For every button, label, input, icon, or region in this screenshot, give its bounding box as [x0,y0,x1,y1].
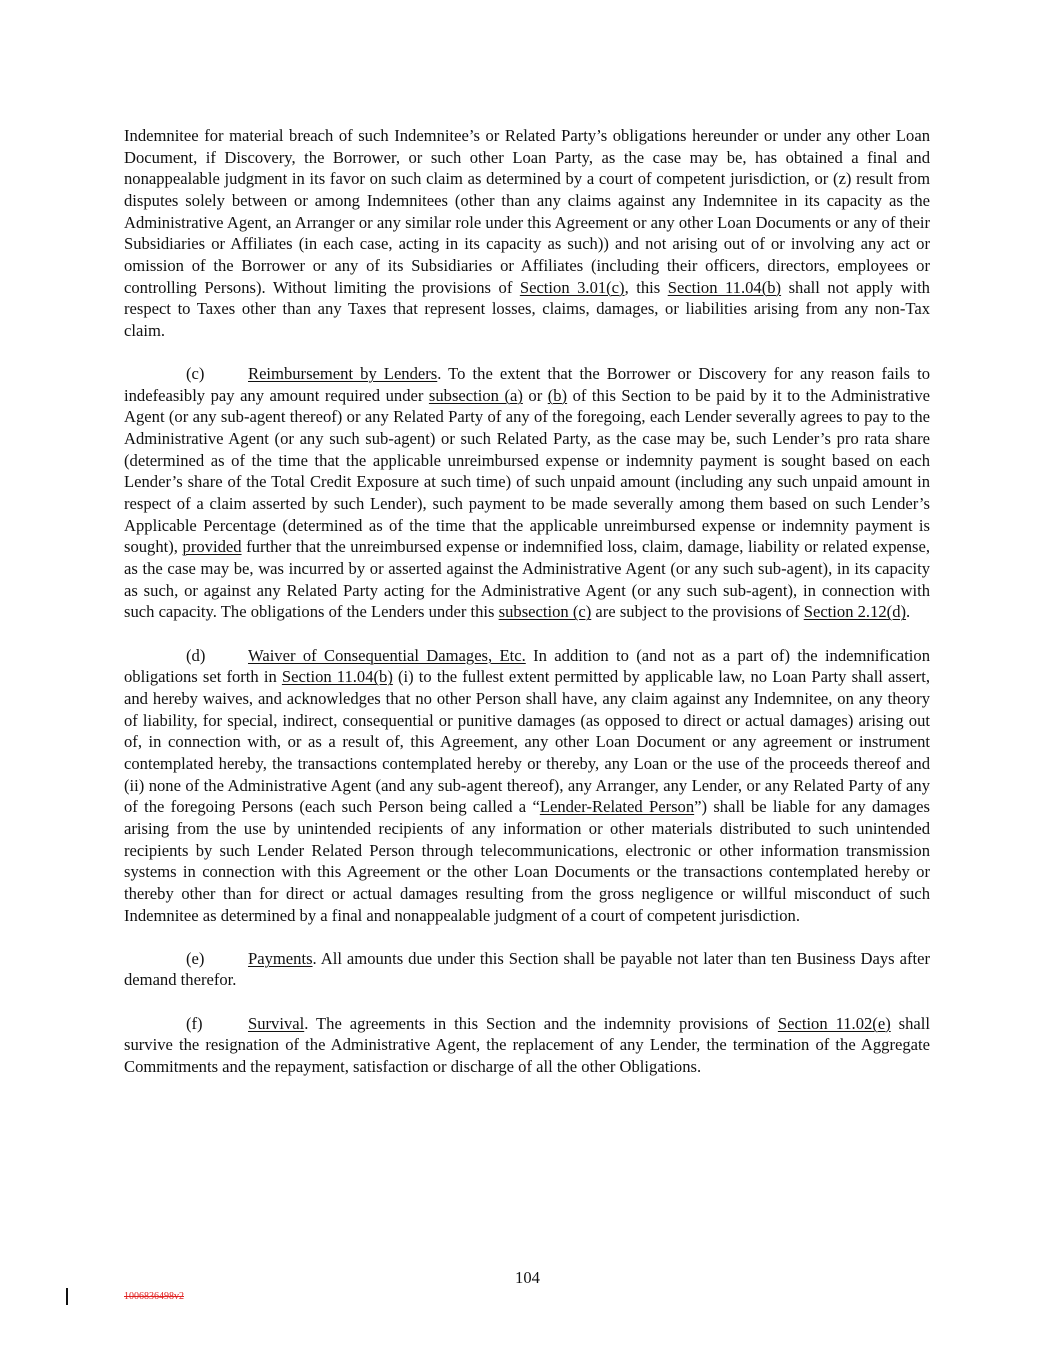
text-run: further that the unreimbursed expense or indemnified loss, claim, damage, liability or related expense, as the case may be, was incurred by or asserted against the Administrative Agent (or any such sub-agent), in its capacity as such, or against any Related Party acting for the Administrative Agent (or any such sub-agent), in connection with such capacity. The obligations of the Lenders under this [124,537,931,622]
text-run: . To the extent that the Borrower or Discovery for any reason fails to indefeasibly pay any amount required under [124,364,930,405]
text-run: ”) shall be liable for any damages arising from the use by unintended recipients of any information or other materials distributed to such unintended recipients by such Lender Related Person through telecommunications, electronic or other information transmission systems in connection with this Agreement or the other Loan Documents or the transactions contemplated hereby or thereby other than for direct or actual damages resulting from the gross negligence or willful misconduct of such Indemnitee as determined by a final and nonappealable judgment of a court of competent jurisdiction. [124,797,930,925]
cross-reference: Reimbursement by Lenders [248,364,438,384]
text-run: . The agreements in this Section and the indemnity provisions of [304,1013,778,1033]
document-body [124,125,930,1099]
cross-reference: subsection (c) [498,602,592,622]
text-run: In addition to (and not as a part of) the indemnification obligations set forth in [124,645,931,687]
text-run: or [522,385,548,405]
paragraph-b-continuation [124,125,930,342]
paragraph-d [124,645,930,927]
paragraph-label-e: (e) [186,948,205,968]
cross-reference: Lender-Related Person [539,797,695,817]
text-run: . All amounts due under this Section shall be payable not later than ten Business Days after demand therefor. [124,948,930,990]
paragraph-f [124,1013,930,1078]
cross-reference: Section 11.02(e) [777,1013,891,1033]
paragraph-label-c: (c) [186,364,205,384]
page-number: 104 [515,1268,540,1287]
paragraph-d-text [124,646,930,925]
revision-bar [66,1288,68,1305]
text-run: , this [624,277,668,297]
text-run: of this Section to be paid by it to the Administrative Agent (or any sub-agent thereof) or any Related Party of any of the foregoing, each Lender severally agrees to pay to the Administrative Agent (or any such sub-agent) or such Related Party, as the case may be, such Lender’s pro rata share (determined as of the time that the applicable unreimbursed expense or indemnity payment is sought based on each Lender’s share of the Total Credit Exposure at such time) of such unpaid amount (including any such unpaid amount in respect of a claim asserted by such Lender), such payment to be made severally among them based on such Lender’s Applicable Percentage (determined as of the time that the applicable unreimbursed expense or indemnity payment is sought), [124,385,931,557]
paragraph-c-text [124,364,930,621]
text-run: (i) to the fullest extent permitted by applicable law, no Loan Party shall assert, and hereby waives, and acknowledges that no other Person shall have, any claim against any Indemnitee, on any theory of liability, for special, indirect, consequential or punitive damages (as opposed to direct or actual damages) arising out of, in connection with, or as a result of, this Agreement, any other Loan Document or any agreement or instrument contemplated hereby, the transactions contemplated hereby or thereby, any Loan or the use of the proceeds thereof and (ii) none of the Administrative Agent (and any sub-agent thereof), any Arranger, any Lender, or any Related Party of any of the foregoing Persons (each such Person being called a “ [124,667,930,817]
cross-reference: Survival [248,1013,305,1033]
text-run: Indemnitee for material breach of such Indemnitee’s or Related Party’s obligations hereunder or under any other Loan Document, if Discovery, the Borrower, or such other Loan Party, as the case may be, has obtained a final and nonappealable judgment in its favor on such claim as determined by a court of competent jurisdiction, or (z) result from disputes solely between or among Indemnitees (other than any claims against any Indemnitee in its capacity as the Administrative Agent, an Arranger or any similar role under this Agreement or any other Loan Documents or any of their Subsidiaries or Affiliates (in each case, acting in its capacity as such)) and not arising out of or involving any act or omission of the Borrower or any of its Subsidiaries or Affiliates (including their officers, directors, employees or controlling Persons). Without limiting the provisions of [124,126,930,297]
text-run: shall survive the resignation of the Administrative Agent, the replacement of any Lender, the termination of the Aggregate Commitments and the repayment, satisfaction or discharge of all the other Obligations. [124,1013,931,1076]
paragraph-c [124,363,930,623]
paragraph-e [124,948,930,991]
paragraph-label-d: (d) [186,645,206,665]
cross-reference: Section 2.12(d) [803,602,907,622]
cross-reference: Section 3.01(c) [519,277,625,297]
cross-reference: (b) [547,385,568,405]
cross-reference: Waiver of Consequential Damages, Etc. [248,645,526,665]
text-run: are subject to the provisions of [591,602,804,622]
cross-reference: Section 11.04(b) [281,667,393,687]
text-run: . [906,602,911,622]
cross-reference: provided [182,537,242,557]
cross-reference: Payments [248,948,313,968]
text-run: shall not apply with respect to Taxes other than any Taxes that represent losses, claims, damages, or liabilities arising from any non-Tax claim. [124,277,930,340]
document-id: 1006836498v2 [124,1291,184,1302]
cross-reference: subsection (a) [428,385,523,405]
paragraph-label-f: (f) [186,1013,203,1033]
cross-reference: Section 11.04(b) [667,277,782,297]
